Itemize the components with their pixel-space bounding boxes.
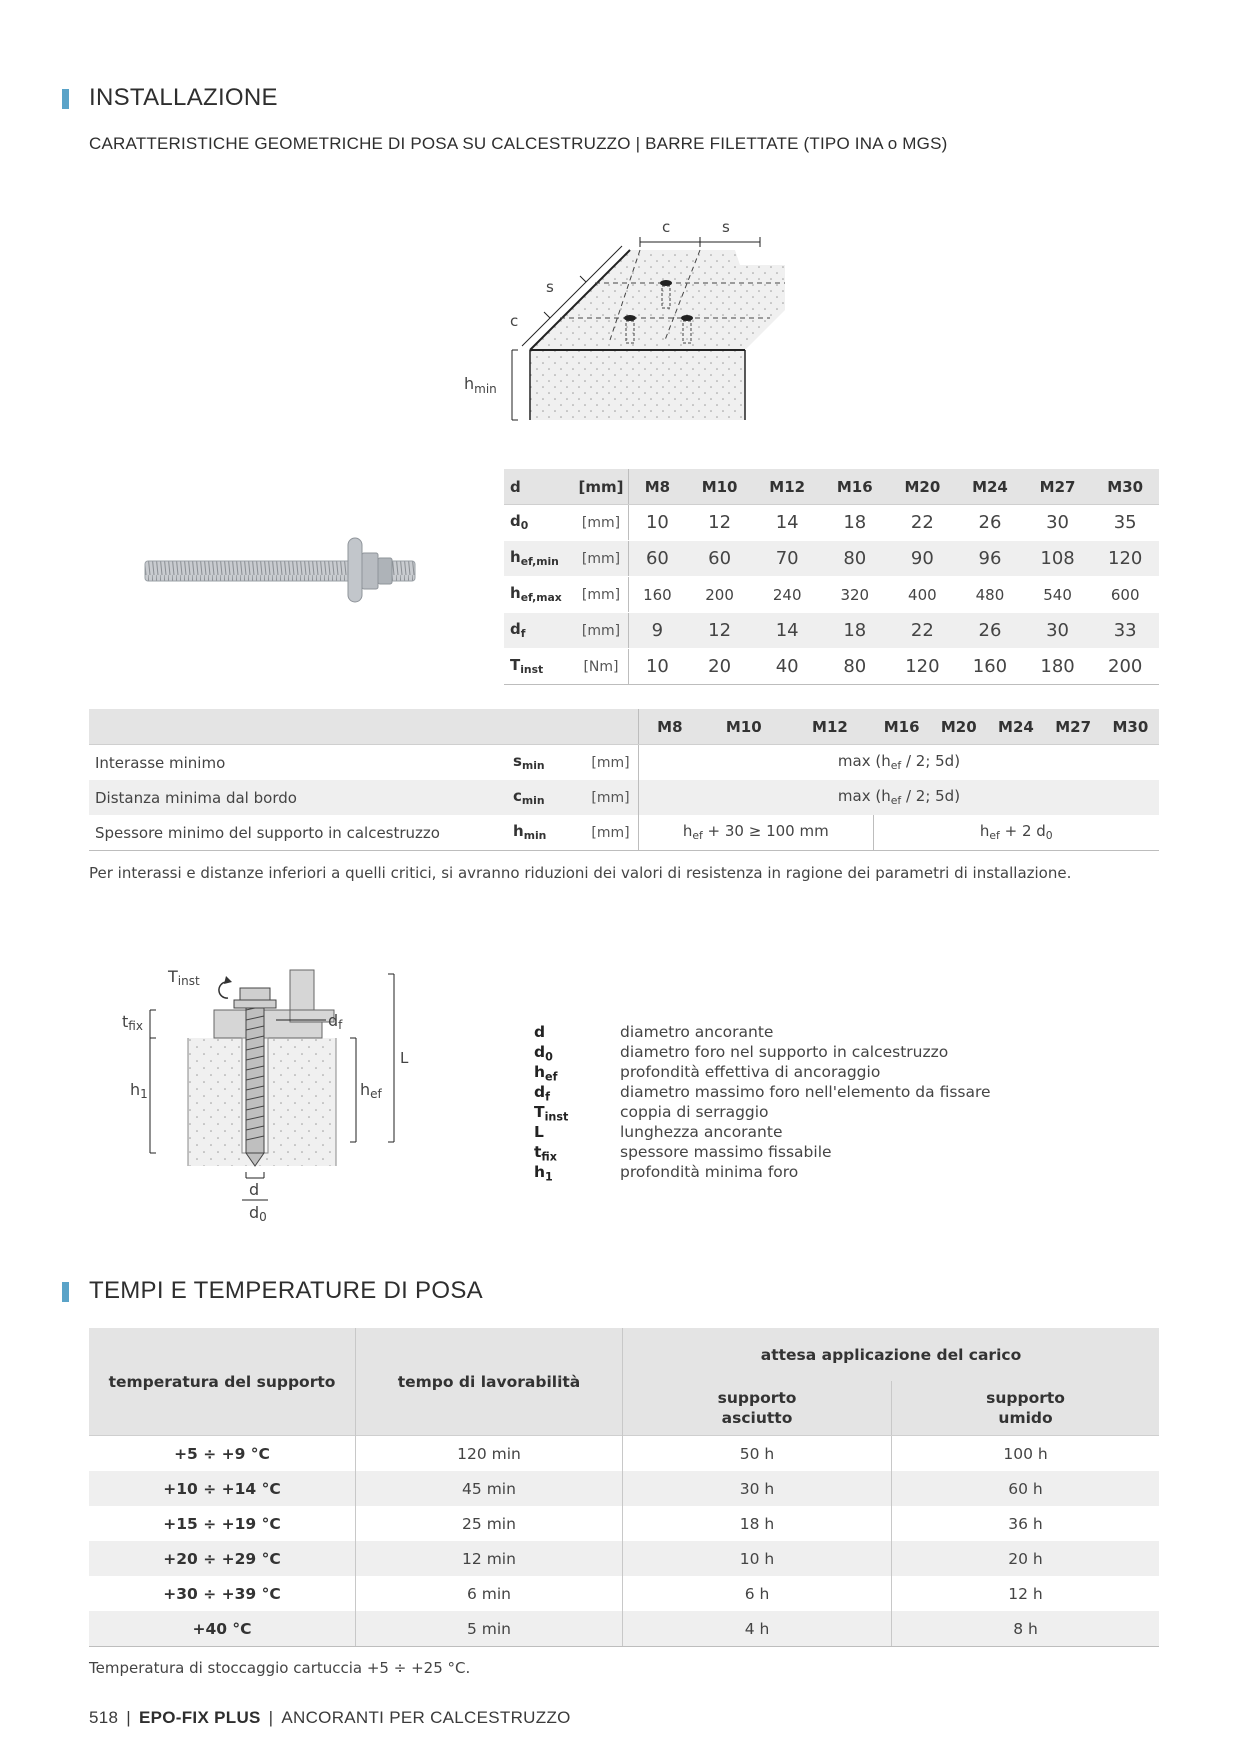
page-footer: 518 | EPO-FIX PLUS | ANCORANTI PER CALCESTRUZZO — [89, 1708, 571, 1727]
page-number: 518 — [89, 1708, 119, 1727]
row-unit: [mm] — [574, 613, 629, 649]
row-symbol: $c_{min}$ — [509, 780, 583, 815]
header-cell: M20 — [889, 469, 957, 505]
legend-item: L lunghezza ancorante — [534, 1123, 783, 1141]
header-cell: M24 — [956, 469, 1024, 505]
table-row — [89, 1506, 1159, 1541]
table-cell: 160 — [956, 649, 1024, 685]
legend-item: $d_f$ diametro massimo foro nell'elemento da fissare — [534, 1083, 991, 1104]
table-cell: 14 — [753, 505, 821, 541]
header-cell: M12 — [787, 709, 873, 745]
table-cell: 200 — [1091, 649, 1159, 685]
header-umido: supporto umido — [892, 1381, 1159, 1436]
table-cell: 90 — [889, 541, 957, 577]
table-cell: 9 — [629, 613, 686, 649]
table-cell: 120 — [1091, 541, 1159, 577]
table-cell: 4 h — [623, 1611, 892, 1647]
row-unit: [mm] — [574, 541, 629, 577]
table-cell: 60 h — [892, 1471, 1159, 1506]
note-spacing: Per interassi e distanze inferiori a quelli critici, si avranno riduzioni dei valori di resistenza in ragione dei parametri di installazione. — [89, 864, 1072, 882]
header-temperatura: temperatura del supporto — [89, 1328, 356, 1436]
section-title-tempi — [62, 1277, 483, 1305]
label-L: L — [400, 1049, 409, 1067]
header-cell: M8 — [629, 469, 686, 505]
row-unit: [mm] — [583, 745, 639, 781]
table-cell: 26 — [956, 505, 1024, 541]
row-label: Distanza minima dal bordo — [89, 780, 509, 815]
row-unit: [mm] — [583, 815, 639, 851]
installation-diagram — [110, 960, 430, 1240]
table-cell: $h_{ef} + 2$ $d_0$ — [873, 815, 1159, 851]
label-d0: d0 — [249, 1203, 267, 1224]
table-cell: 8 h — [892, 1611, 1159, 1647]
table-cell: 160 — [629, 577, 686, 613]
table-cell: 20 — [686, 649, 754, 685]
table-cell: 100 h — [1003, 1444, 1048, 1463]
section-accent-bar — [62, 89, 69, 109]
header-asciutto: supporto asciutto — [623, 1381, 892, 1436]
threaded-rod-image — [140, 535, 420, 605]
table-cell: 400 — [889, 577, 957, 613]
row-symbol: $d_f$ — [504, 613, 574, 649]
header-cell: M10 — [701, 709, 787, 745]
row-symbol: $h_{ef,max}$ — [504, 577, 574, 613]
header-cell: M27 — [1024, 469, 1092, 505]
header-cell: d — [504, 469, 574, 505]
row-label: Interasse minimo — [95, 753, 226, 772]
table-row — [504, 541, 1159, 577]
table-cell: 30 h — [623, 1471, 892, 1506]
table-header-row — [504, 469, 1159, 505]
header-cell: M12 — [753, 469, 821, 505]
table-cell: 120 min — [356, 1436, 623, 1472]
table-cell: +40 °C — [89, 1611, 356, 1647]
dim-label-hmin: $h_{min}$ — [464, 374, 497, 396]
table-row — [89, 1471, 1159, 1506]
legend-item: $h_1$ profondità minima foro — [534, 1163, 799, 1184]
table-row — [504, 505, 1159, 541]
row-unit: [mm] — [574, 577, 629, 613]
table-cell: 14 — [753, 613, 821, 649]
table-cell: 33 — [1091, 613, 1159, 649]
table-cell: 120 — [889, 649, 957, 685]
row-symbol: $d_0$ — [504, 505, 574, 541]
row-symbol: $h_{min}$ — [509, 815, 583, 851]
label-tfix: tfix — [122, 1012, 143, 1033]
header-cell — [89, 709, 509, 745]
dim-label-c-top: c — [662, 218, 671, 236]
legend-item: d diametro ancorante — [534, 1023, 774, 1041]
header-cell: M16 — [821, 469, 889, 505]
spacing-diagram — [450, 210, 810, 435]
label-df: df — [328, 1011, 343, 1032]
table-cell: 25 min — [356, 1506, 623, 1541]
table-row — [89, 1611, 1159, 1647]
symbol-legend — [534, 1023, 991, 1183]
legend-item: $t_{fix}$ spessore massimo fissabile — [534, 1143, 832, 1164]
table-cell: 80 — [821, 541, 889, 577]
table-cell: 30 — [1024, 613, 1092, 649]
row-unit: [mm] — [574, 505, 629, 541]
table-cell: 540 — [1024, 577, 1092, 613]
label-h1: h1 — [130, 1080, 148, 1101]
footer-section: ANCORANTI PER CALCESTRUZZO — [281, 1708, 571, 1727]
header-cell: M16 — [873, 709, 930, 745]
table-row — [504, 577, 1159, 613]
table-cell: 22 — [889, 505, 957, 541]
dim-label-s-top: s — [722, 218, 730, 236]
table-cell: 36 h — [1008, 1514, 1043, 1533]
table-row — [504, 649, 1159, 685]
spacing-table — [89, 709, 1159, 851]
dim-label-c-left: c — [510, 312, 519, 330]
note-storage: Temperatura di stoccaggio cartuccia +5 ÷ +25 °C. — [89, 1659, 471, 1677]
header-attesa: attesa applicazione del carico — [623, 1328, 1160, 1381]
table-cell: 5 min — [356, 1611, 623, 1647]
label-d: d — [249, 1180, 260, 1199]
table-header-row — [89, 1328, 1159, 1381]
table-cell: $h_{ef} + 30 \ge 100$ mm — [639, 815, 874, 851]
header-cell: M24 — [987, 709, 1044, 745]
row-symbol: $h_{ef,min}$ — [504, 541, 574, 577]
table-cell: 45 min — [356, 1471, 623, 1506]
table-row — [89, 1576, 1159, 1611]
table-cell: 480 — [956, 577, 1024, 613]
table-cell: 12 — [686, 505, 754, 541]
table-cell: 60 — [629, 541, 686, 577]
table-cell: +10 ÷ +14 °C — [89, 1471, 356, 1506]
header-cell — [583, 709, 639, 745]
table-cell: 108 — [1024, 541, 1092, 577]
header-cell: [mm] — [574, 469, 629, 505]
table-cell: 18 — [821, 505, 889, 541]
table-row — [89, 1541, 1159, 1576]
table-header-row — [89, 709, 1159, 745]
table-cell: 10 h — [623, 1541, 892, 1576]
legend-item: $h_{ef}$ profondità effettiva di ancoraggio — [534, 1063, 881, 1084]
dim-label-s-left: s — [546, 278, 554, 296]
table-cell: 18 h — [623, 1506, 892, 1541]
row-symbol: $T_{inst}$ — [504, 649, 574, 685]
section-title-installazione — [62, 84, 278, 112]
table-cell: 12 — [686, 613, 754, 649]
curing-time-table — [89, 1328, 1159, 1647]
table-cell: 6 h — [623, 1576, 892, 1611]
table-row — [89, 780, 1159, 815]
header-cell: M10 — [686, 469, 754, 505]
table-cell: $\max (h_{ef} / 2$; 5d) — [639, 780, 1160, 815]
geometry-table — [504, 469, 1159, 685]
table-cell: 35 — [1091, 505, 1159, 541]
table-cell: 180 — [1024, 649, 1092, 685]
row-label: Spessore minimo del supporto in calcestruzzo — [89, 815, 509, 851]
table-cell: 80 — [821, 649, 889, 685]
table-cell: 10 — [629, 649, 686, 685]
table-cell: 96 — [956, 541, 1024, 577]
table-cell: $\max (h_{ef} / 2$; 5d) — [837, 752, 961, 773]
table-cell: 22 — [889, 613, 957, 649]
table-cell: +5 ÷ +9 °C — [89, 1436, 356, 1472]
table-cell: 20 h — [892, 1541, 1159, 1576]
row-unit: [Nm] — [574, 649, 629, 685]
table-cell: 12 min — [356, 1541, 623, 1576]
table-cell: 30 — [1024, 505, 1092, 541]
table-cell: +20 ÷ +29 °C — [89, 1541, 356, 1576]
header-cell: M27 — [1045, 709, 1102, 745]
table-row — [89, 815, 1159, 851]
table-cell: 240 — [753, 577, 821, 613]
table-cell: 320 — [821, 577, 889, 613]
table-cell: 6 min — [356, 1576, 623, 1611]
table-cell: 70 — [753, 541, 821, 577]
section-subtitle: CARATTERISTICHE GEOMETRICHE DI POSA SU CALCESTRUZZO | BARRE FILETTATE (TIPO INA o MGS) — [89, 134, 948, 153]
table-cell: 12 h — [1008, 1584, 1043, 1603]
section-accent-bar — [62, 1282, 69, 1302]
table-cell: 10 — [629, 505, 686, 541]
table-row — [504, 613, 1159, 649]
header-cell: M30 — [1091, 469, 1159, 505]
table-cell: 50 h — [623, 1436, 892, 1472]
table-cell: +15 ÷ +19 °C — [89, 1506, 356, 1541]
table-cell: 18 — [821, 613, 889, 649]
footer-product: EPO-FIX PLUS — [138, 1708, 261, 1727]
header-tempo: tempo di lavorabilità — [356, 1328, 623, 1436]
header-cell — [509, 709, 583, 745]
legend-item: $T_{inst}$ coppia di serraggio — [534, 1103, 769, 1124]
table-row — [89, 1436, 1159, 1472]
label-hef: hef — [360, 1080, 382, 1101]
header-cell: M20 — [930, 709, 987, 745]
header-cell: M30 — [1102, 709, 1159, 745]
table-cell: 200 — [686, 577, 754, 613]
legend-item: $d_0$ diametro foro nel supporto in calcestruzzo — [534, 1043, 949, 1064]
table-cell: 60 — [686, 541, 754, 577]
label-tinst: Tinst — [168, 967, 200, 988]
section-title-text: TEMPI E TEMPERATURE DI POSA — [89, 1277, 483, 1304]
table-cell: 40 — [753, 649, 821, 685]
section-title-text: INSTALLAZIONE — [89, 84, 278, 111]
table-cell: 26 — [956, 613, 1024, 649]
header-cell: M8 — [639, 709, 701, 745]
table-row — [89, 745, 1159, 781]
table-cell: +30 ÷ +39 °C — [89, 1576, 356, 1611]
row-symbol: $s_{min}$ — [513, 752, 545, 773]
row-unit: [mm] — [583, 780, 639, 815]
table-cell: 600 — [1091, 577, 1159, 613]
